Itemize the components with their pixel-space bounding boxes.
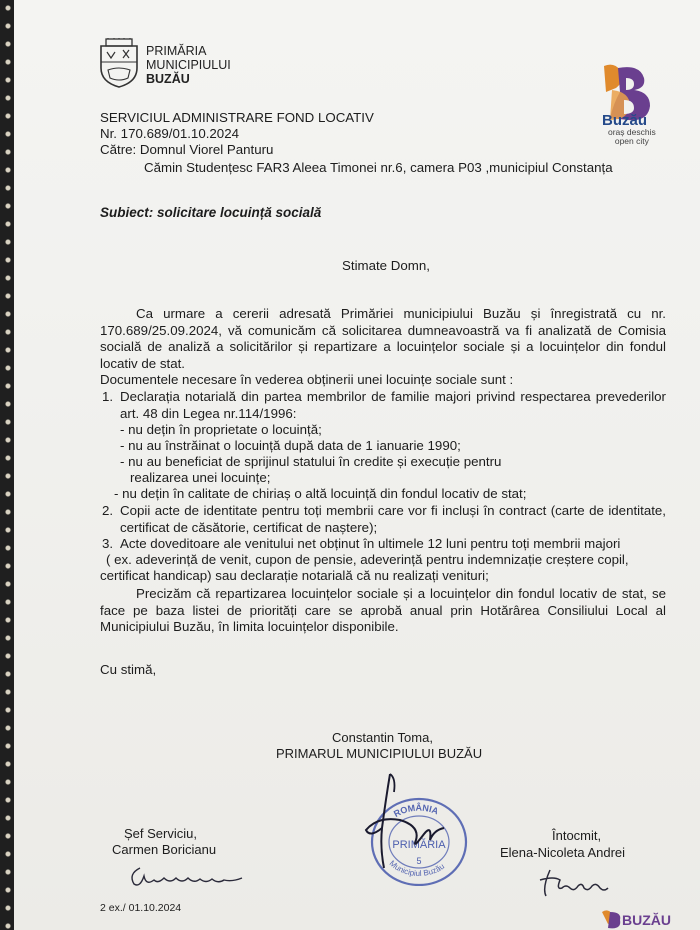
greeting: Stimate Domn, [342,258,430,273]
requirement-bullet-2: - nu au înstrăinat o locuință după data de 1 ianuarie 1990; [120,438,461,453]
requirement-bullet-3: - nu au beneficiat de sprijinul statului în credite și execuție pentru [120,454,502,469]
registration-number: Nr. 170.689/01.10.2024 [100,126,239,141]
list-number-3: 3. [102,536,114,551]
mayor-signature-icon [360,768,450,878]
header-line-2: MUNICIPIULUI [146,58,231,72]
header-line-3: BUZĂU [146,72,190,86]
brand-name: Buzău [602,112,647,129]
requirement-bullet-1: - nu dețin în proprietate o locuință; [120,422,322,437]
list-item-3-line-3: certificat handicap) sau declarație notarială că nu realizați venituri; [100,568,489,583]
documents-intro: Documentele necesare în vederea obținerii unei locuințe sociale sunt : [100,372,514,387]
list-item-2: Copii acte de identitate pentru toți membrii care vor fi incluși în contract (carte de identitate, certificat de căsătorie, certificat de naștere); [120,503,666,535]
city-crest-icon [98,38,140,88]
brand-tagline-en: open city [614,136,649,146]
recipient-line: Către: Domnul Viorel Panturu [100,142,274,157]
author-name: Elena-Nicoleta Andrei [500,845,626,860]
stamp-number: 5 [416,856,422,866]
copies-note: 2 ex./ 01.10.2024 [100,902,182,914]
stamp-city: Municipiul Buzău [387,858,447,879]
chief-signature-icon [126,862,246,892]
brand-tagline [608,128,656,146]
list-item-1: Declarația notarială din partea membrilor de familie majori privind respectarea prevederilor art. 48 din Legea nr.114/1996: [120,389,666,421]
footer-brand [600,906,700,930]
requirement-bullet-4: - nu dețin în calitate de chiriaș o altă locuință din fondul locativ de stat; [114,486,527,501]
requirement-bullet-3-cont: realizarea unei locuințe; [130,470,271,485]
stamp-country: ROMÂNIA [391,802,440,820]
author-signature-icon [532,866,612,900]
list-number-2: 2. [102,503,114,518]
closing-salutation: Cu stimă, [100,662,157,677]
list-item-3-line-2: ( ex. adeverință de venit, cupon de pensie, adeverință pentru indemnizație creștere copil, [106,552,629,567]
paragraph-priorities: Precizăm că repartizarea locuințelor sociale și a locuințelor din fondul locativ de stat, se face pe baza listei de priorități care se aprobă anual prin Hotărârea Consiliului Local al Municipiului Buzău, în limita locuințelor disponibile. [100,586,666,634]
stamp-office: PRIMĂRIA [392,839,446,851]
author-title: Întocmit, [552,828,602,843]
list-number-1: 1. [102,389,114,404]
service-name: SERVICIUL ADMINISTRARE FOND LOCATIV [100,110,374,125]
mayor-name: Constantin Toma, [332,730,433,745]
mayor-title: PRIMARUL MUNICIPIULUI BUZĂU [276,746,483,761]
header-line-1: PRIMĂRIA [146,44,207,58]
chief-name: Carmen Boricianu [112,842,217,857]
recipient-address: Cămin Studențesc FAR3 Aleea Timonei nr.6, camera P03 ,municipiul Constanța [144,160,613,175]
subject-line: Subiect: solicitare locuință socială [100,205,322,220]
footer-brand-icon [600,908,622,930]
chief-title: Șef Serviciu, [124,826,197,841]
letter-page [14,0,700,930]
brand-tagline-ro: oraș deschis [608,127,656,137]
paragraph-intro: Ca urmare a cererii adresată Primăriei municipiului Buzău și înregistrată cu nr. 170.689/25.09.2024, vă comunicăm că solicitarea dumneavoastră va fi analizată de Comisia socială de analiză a solicitărilor și repartizare a locuințelor sociale și a locuințelor din fondul locativ de stat. [100,306,666,371]
list-item-3-line-1: Acte doveditoare ale venitului net obținut în ultimele 12 luni pentru toți membrii majori [120,536,621,551]
footer-brand-name: BUZĂU [622,912,671,928]
municipality-header [146,44,231,86]
